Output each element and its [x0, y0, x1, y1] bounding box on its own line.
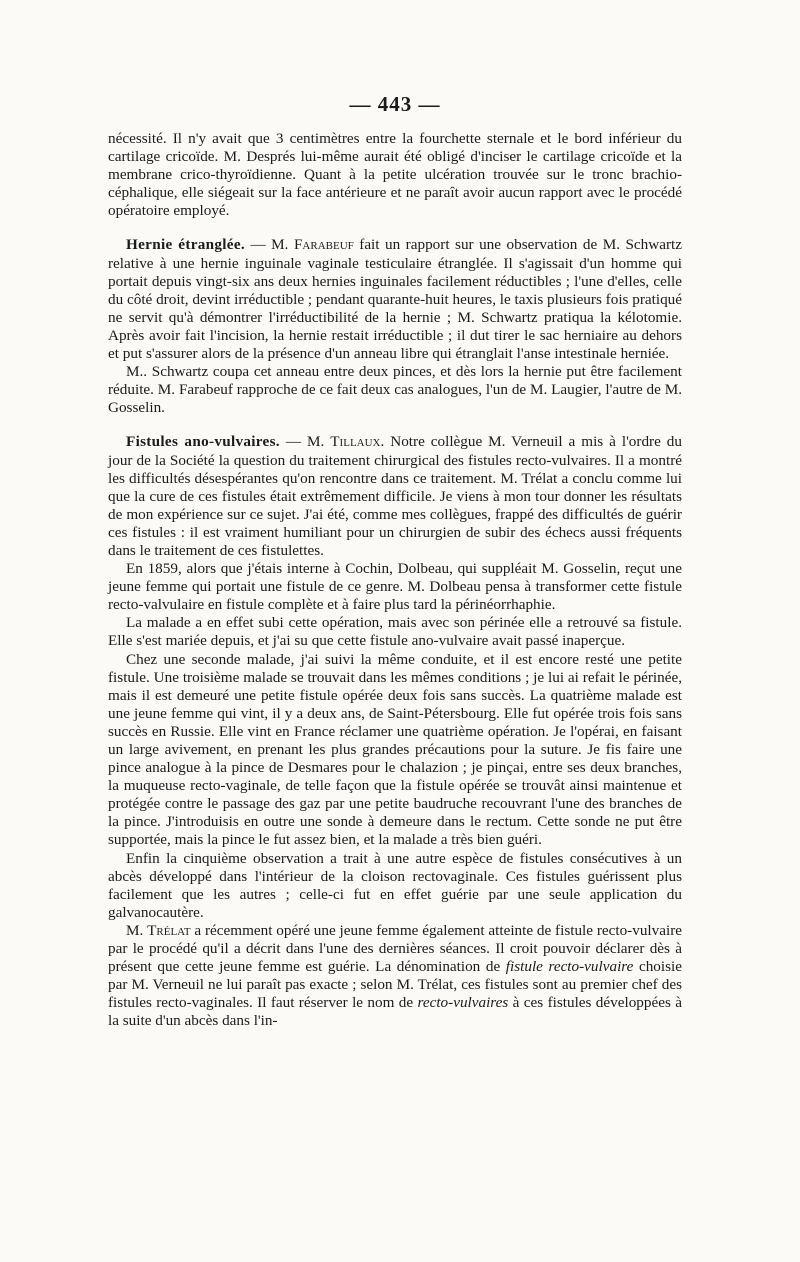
author-name: Trélat — [147, 921, 191, 939]
italic-term: fistule recto-vulvaire — [505, 958, 634, 976]
paragraph — [108, 922, 682, 1031]
section-heading: Hernie étranglée. — [126, 236, 245, 254]
section-heading: Fistules ano-vulvaires. — [126, 433, 280, 451]
paragraph: En 1859, alors que j'étais interne à Cochin, Dolbeau, qui suppléait M. Gosselin, reçut une jeune femme qui portait une fistule de ce genre. M. Dolbeau pensa à transformer cette fistule recto-valvulaire en fistule complète et à faire plus tard la périnéorrhaphie. — [108, 560, 682, 614]
section-gap — [108, 417, 682, 433]
section-hernie — [108, 236, 682, 363]
paragraph-text: à ces fistules développées à la suite d'un abcès dans l'in- — [108, 994, 682, 1030]
heading-dash: — M. — [244, 236, 294, 254]
paragraph: La malade a en effet subi cette opération, mais avec son périnée elle a retrouvé sa fistule. Elle s'est mariée depuis, et j'ai su que cette fistule ano-vulvaire avait passé inaperçue. — [108, 614, 682, 650]
heading-dash: — M. — [279, 433, 331, 451]
page — [108, 92, 682, 1031]
author-name: Tillaux — [330, 433, 381, 451]
paragraph-text: . Notre collègue M. Verneuil a mis à l'ordre du jour de la Société la question du traitement chirurgical des fistules recto-vulvaires. Il a montré les difficultés désespérantes qu'on rencontre dans ce traitement. M. Trélat a conclu comme lui que la cure de ces fistules était extrêmement difficile. Je viens à mon tour donner les résultats de mon expérience sur ce sujet. J'ai été, comme mes collègues, frappé des difficultés de guérir ces fistules : il est vraiment humiliant pour un chirurgien de subir des échecs aussi fréquents dans le traitement de ces fistulettes. — [108, 433, 682, 559]
paragraph-text: a récemment opéré une jeune femme également atteinte de fistule recto-vulvaire par le procédé qu'il a décrit dans l'une des dernières séances. Il croit pouvoir déclarer dès à présent que cette jeune femme est guérie. La dénomination de — [108, 921, 682, 976]
italic-term: recto-vulvaires — [417, 994, 509, 1012]
section-fistules — [108, 433, 682, 560]
paragraph: M.. Schwartz coupa cet anneau entre deux pinces, et dès lors la hernie put être facilement réduite. M. Farabeuf rapproche de ce fait deux cas analogues, l'un de M. Laugier, l'autre de M. Gosselin. — [108, 363, 682, 417]
paragraph-text: M. — [126, 921, 148, 939]
section-gap — [108, 220, 682, 236]
paragraph-text: choisie par M. Verneuil ne lui paraît pas exacte ; selon M. Trélat, ces fistules sont au premier chef des fistules recto-vaginales. Il faut réserver le nom de — [108, 958, 682, 1012]
paragraph-text: fait un rapport sur une observation de M. Schwartz relative à une hernie inguinale vaginale testiculaire étranglée. Il s'agissait d'un homme qui portait depuis vingt-six ans deux hernies inguinales facilement réductibles ; l'une d'elles, celle du côté droit, devint irréductible ; pendant quarante-huit heures, le taxis plusieurs fois pratiqué ne servit qu'à démontrer l'irréductibilité de la hernie ; M. Schwartz pratiqua la kélotomie. Après avoir fait l'incision, la hernie restait irréductible ; il dut tirer le sac herniaire au dehors et put s'assurer alors de la présence d'un anneau libre qui étranglait l'anse intestinale herniée. — [108, 236, 683, 363]
page-number: — 443 — — [349, 92, 441, 116]
paragraph: Enfin la cinquième observation a trait à une autre espèce de fistules consécutives à un abcès développé dans l'intérieur de la cloison rectovaginale. Ces fistules guérissent plus facilement que les autres ; celle-ci fut en effet guérie par une seule application du galvanocautère. — [108, 849, 682, 921]
author-name: Farabeuf — [293, 236, 354, 254]
paragraph: nécessité. Il n'y avait que 3 centimètres entre la fourchette sternale et le bord inférieur du cartilage cricoïde. M. Després lui-même aurait été obligé d'inciser le cartilage cricoïde et la membrane crico-thyroïdienne. Quant à la petite ulcération trouvée sur le tronc brachio-céphalique, elle siégeait sur la face antérieure et ne paraît avoir aucun rapport avec le procédé opératoire employé. — [108, 130, 682, 220]
paragraph: Chez une seconde malade, j'ai suivi la même conduite, et il est encore resté une petite fistule. Une troisième malade se trouvait dans les mêmes conditions ; je lui ai refait le périnée, mais il est demeuré une petite fistule opérée deux fois sans succès. La quatrième malade est une jeune femme qui vint, il y a deux ans, de Saint-Pétersbourg. Elle fut opérée trois fois sans succès en Russie. Elle vint en France réclamer une quatrième opération. Je l'opérai, en faisant un large avivement, en prenant les plus grandes précautions pour la suture. Je fis faire une pince analogue à la pince de Desmares pour le chalazion ; je pinçai, entre ses deux branches, la muqueuse recto-vaginale, de telle façon que la fistule opérée se trouvât ainsi maintenue et protégée contre le passage des gaz par une petite baudruche recouvrant l'une des branches de la pince. J'introduisis en outre une sonde à demeure dans le rectum. Cette sonde ne put être supportée, mais la pince le fut assez bien, et la malade a très bien guéri. — [108, 650, 682, 849]
